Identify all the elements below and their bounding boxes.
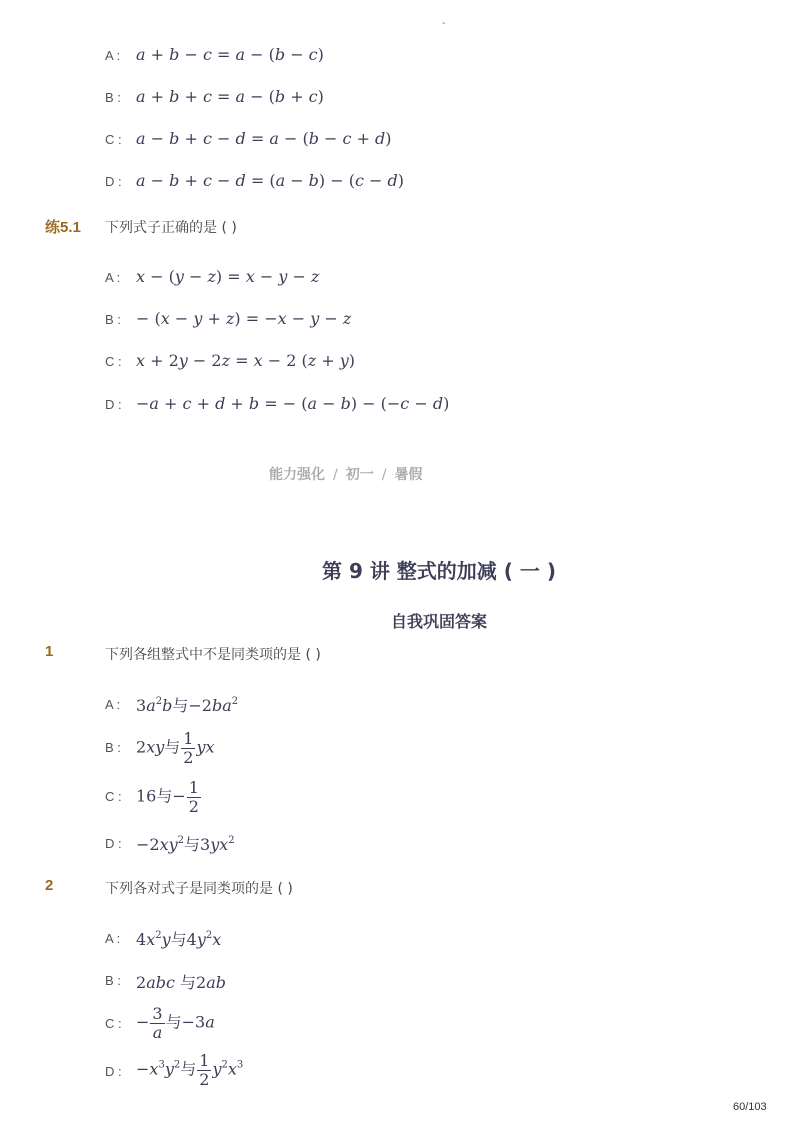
math-expression: 16与− $\frac{1}{2}$ (136, 778, 199, 816)
question-stem: 下列式子正确的是 ( ) (105, 220, 237, 236)
breadcrumb-part: 能力强化 (269, 467, 325, 483)
question-number: 1 (45, 643, 54, 660)
math-expression: $4x^2y$与$4y^2x$ (136, 930, 222, 949)
math-expression: − $\frac{3}{a}$ 与−3a (136, 1004, 215, 1042)
math-expression: x − (y − z) = x − y − z (136, 267, 320, 286)
option-label: A : (105, 270, 121, 285)
option-label: C : (105, 132, 122, 147)
option-label: C : (105, 1016, 122, 1031)
option-label: B : (105, 973, 121, 988)
option-label: D : (105, 174, 122, 189)
option-label: D : (105, 397, 122, 412)
math-expression: − (x − y + z) = −x − y − z (136, 309, 352, 328)
math-expression: $3a^2b$与$-2ba^2$ (136, 696, 239, 715)
question-number: 2 (45, 877, 54, 894)
lecture-title: 第 9 讲 整式的加减 ( 一 ) (322, 559, 556, 583)
math-expression: a + b + c = a − (b + c) (136, 87, 324, 106)
math-expression: $-2xy^2$与$3yx^2$ (136, 835, 235, 854)
math-expression: $-x^3y^2$与 $\frac{1}{2}$ $y^2x^3$ (136, 1051, 244, 1089)
option-label: D : (105, 1064, 122, 1079)
question-stem: 下列各对式子是同类项的是 ( ) (105, 881, 293, 897)
question-stem: 下列各组整式中不是同类项的是 ( ) (105, 647, 321, 663)
option-label: A : (105, 48, 121, 63)
option-label: C : (105, 354, 122, 369)
option-label: C : (105, 789, 122, 804)
option-label: A : (105, 697, 121, 712)
section-breadcrumb: 能力强化 / 初一 / 暑假 (269, 467, 423, 483)
math-expression: 2abc 与2ab (136, 973, 226, 992)
option-label: B : (105, 90, 121, 105)
math-expression: 2xy与 $\frac{1}{2}$ yx (136, 729, 215, 767)
option-label: D : (105, 836, 122, 851)
question-number: 练5.1 (45, 219, 81, 236)
option-label: A : (105, 931, 121, 946)
option-label: B : (105, 740, 121, 755)
answer-section-title: 自我巩固答案 (391, 612, 488, 631)
math-expression: −a + c + d + b = − (a − b) − (−c − d) (136, 394, 450, 413)
math-expression: a − b + c − d = a − (b − c + d) (136, 129, 392, 148)
header-dash: - (442, 18, 446, 29)
page-number: 60/103 (733, 1101, 767, 1113)
option-label: B : (105, 312, 121, 327)
math-expression: a − b + c − d = (a − b) − (c − d) (136, 171, 405, 190)
breadcrumb-part: 暑假 (394, 467, 423, 483)
math-expression: x + 2y − 2z = x − 2 (z + y) (136, 351, 355, 370)
breadcrumb-part: 初一 (345, 467, 374, 483)
math-expression: a + b − c = a − (b − c) (136, 45, 324, 64)
